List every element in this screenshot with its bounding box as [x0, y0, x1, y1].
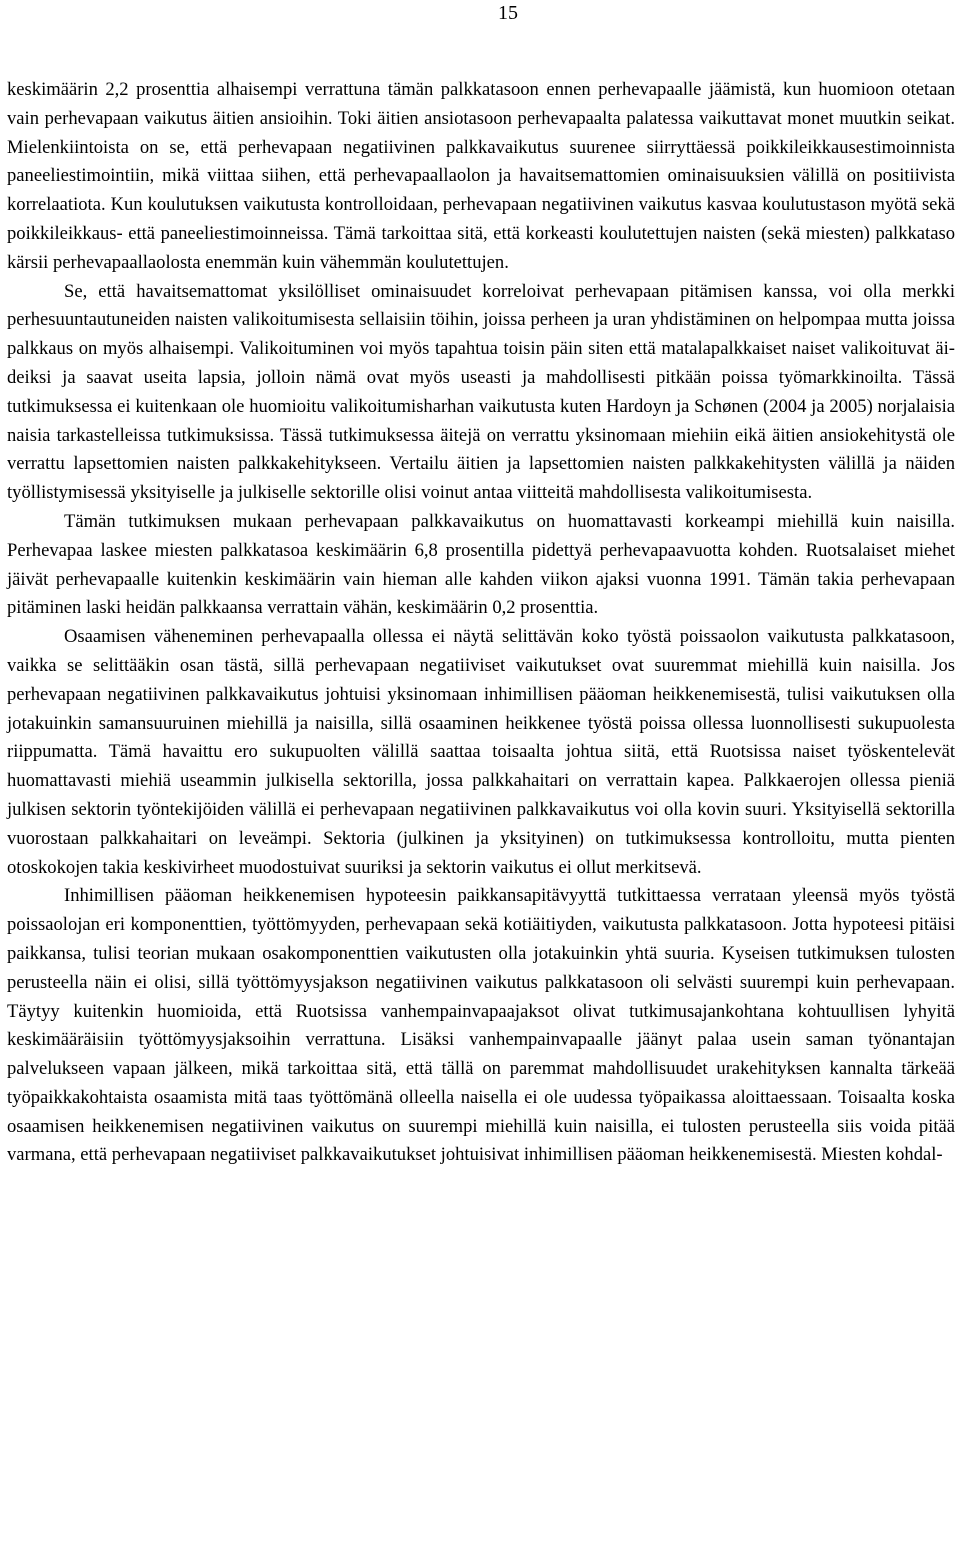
paragraph-2: Se, että havaitsemattomat yksilölliset ominaisuudet korreloivat perhevapaan pitämisen kanssa, voi olla merkki perhesuuntautuneiden naisten valikoitumisesta sellaisiin töihin, joissa perheen ja uran yhdistäminen on helpompaa mutta joissa palkkaus on myös alhaisempi. Valikoituminen voi myös tapahtua toisin päin siten että matalapalkkaiset naiset valikoituvat äideiksi ja saavat useita lapsia, jolloin nämä ovat myös useasti ja mahdollisesti pitkään poissa työmarkkinoilta. Tässä tutkimuksessa ei kuitenkaan ole huomioitu valikoitumisharhan vaikutusta kuten Hardoyn ja Schønen (2004 ja 2005) norjalaisia naisia tarkastelleissa tutkimuksissa. Tässä tutkimuksessa äitejä on verrattu yksinomaan miehiin eikä äitien ansiokehitystä ole verrattu lapsettomien naisten palkkakehitykseen. Vertailu äitien ja lapsettomien naisten palkkakehitysten välillä ja näiden työllistymisessä yksityiselle ja julkiselle sektorille olisi voinut antaa viitteitä mahdollisesta valikoitumisesta.: [7, 280, 955, 504]
page-number: 15: [498, 2, 518, 24]
body-text: [7, 76, 955, 1170]
paragraph-4: Osaamisen väheneminen perhevapaalla ollessa ei näytä selittävän koko työstä poissaolon vaikutusta palkkatasoon, vaikka se selittääkin osan tästä, sillä perhevapaan negatiiviset vaikutukset ovat suuremmat miehillä kuin naisilla. Jos perhevapaan negatiivinen palkkavaikutus johtuisi yksinomaan inhimillisen pääoman heikkenemisestä, tulisi vaikutuksen olla jotakuinkin samansuuruinen miehillä ja naisilla, sillä osaaminen heikkenee työstä poissa ollessa luonnollisesti sukupuolesta riippumatta. Tämä havaittu ero sukupuolten välillä saattaa toisaalta johtua siitä, että Ruotsissa naiset työskentelevät huomattavasti miehiä useammin julkisella sektorilla, jossa palkkahaitari on verrattain kapea. Palkkaerojen ollessa pieniä julkisen sektorin työntekijöiden välillä ei perhevapaan negatiivinen palkkavaikutus voi olla kovin suuri. Yksityisellä sektorilla vuorostaan palkkahaitari on leveämpi. Sektoria (julkinen ja yksityinen) on tutkimuksessa kontrolloitu, mutta pienten otoskokojen takia keskivirheet muodostuivat suuriksi ja sektorin vaikutus ei ollut merkitsevä.: [7, 626, 955, 878]
paragraph-3: Tämän tutkimuksen mukaan perhevapaan palkkavaikutus on huomattavasti korkeampi miehillä kuin naisilla. Perhevapaa laskee miesten palkkatasoa keskimäärin 6,8 prosentilla pidettyä perhevapaavuotta kohden. Ruotsalaiset miehet jäivät perhevapaalle kuitenkin keskimäärin vain hieman alle kahden viikon ajaksi vuonna 1991. Tämän takia perhevapaan pitäminen laski heidän palkkaansa verrattain vähän, keskimäärin 0,2 prosenttia.: [7, 510, 955, 619]
paragraph-1: keskimäärin 2,2 prosenttia alhaisempi verrattuna tämän palkkatasoon ennen perhevapaalle jäämistä, kun huomioon otetaan vain perhevapaan vaikutus äitien ansioihin. Toki äitien ansiotasoon perhevapaalta palatessa vaikuttavat monet muutkin seikat. Mielenkiintoista on se, että perhevapaan negatiivinen palkkavaikutus suurenee siirryttäessä poikkileikkausestimoinnista paneeliestimointiin, mikä viittaa siihen, että perhevapaallaolon ja havaitsemattomien ominaisuuksien välillä on positiivista korrelaatiota. Kun koulutuksen vaikutusta kontrolloidaan, perhevapaan negatiivinen vaikutus kasvaa koulutustason myötä sekä poikkileikkaus- että paneeliestimoinneissa. Tämä tarkoittaa sitä, että korkeasti koulutettujen naisten (sekä miesten) palkkataso kärsii perhevapaallaolosta enemmän kuin vähemmän koulutettujen.: [7, 79, 955, 273]
paragraph-5: Inhimillisen pääoman heikkenemisen hypoteesin paikkansapitävyyttä tutkittaessa verrataan yleensä myös työstä poissaolojan eri komponenttien, työttömyyden, perhevapaan sekä kotiäitiyden, vaikutusta palkkatasoon. Jotta hypoteesi pitäisi paikkansa, tulisi teorian mukaan osakomponenttien vaikutusten olla jotakuinkin yhtä suuria. Kyseisen tutkimuksen tulosten perusteella näin ei olisi, sillä työttömyysjakson negatiivinen vaikutus palkkatasoon oli selvästi suurempi kuin perhevapaan. Täytyy kuitenkin huomioida, että Ruotsissa vanhempainvapaajaksot olivat tutkimusajankohtana kohtuullisen lyhyitä keskimääräisiin työttömyysjaksoihin verrattuna. Lisäksi vanhempainvapaalle jäänyt palaa usein saman työnantajan palvelukseen vapaan jälkeen, mikä tarkoittaa sitä, että tällä on paremmat mahdollisuudet urakehityksen kannalta tärkeää työpaikkakohtaista osaamista mitä taas työttömänä olleella naisella ei ole uudessa työpaikassa aloittaessaan. Toisaalta koska osaamisen heikkenemisen negatiivinen vaikutus on suurempi miehillä kuin naisilla, ei tulosten perusteella siis voida pitää varmana, että perhevapaan negatiiviset palkkavaikutukset johtuisivat inhimillisen pääoman heikkenemisestä. Miesten kohdal-: [7, 885, 955, 1166]
